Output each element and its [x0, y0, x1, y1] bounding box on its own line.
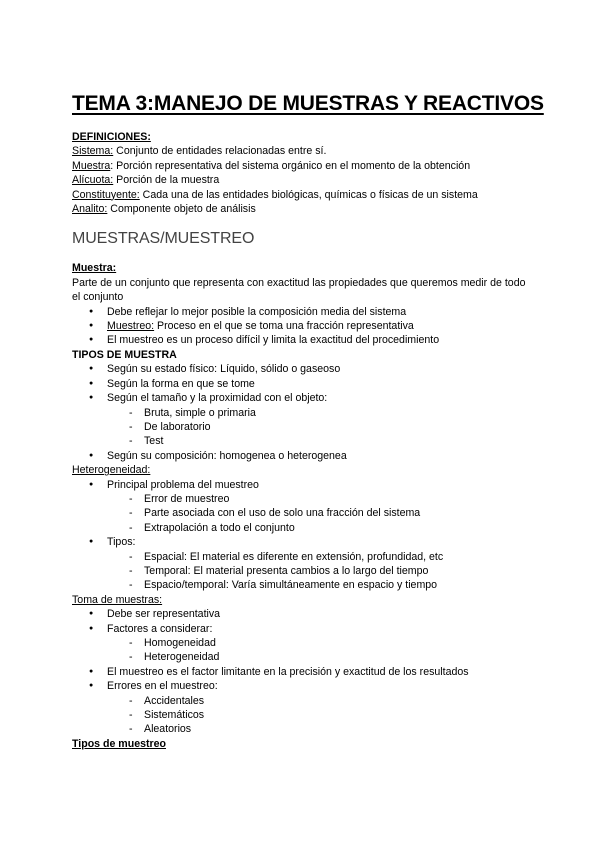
- definition-text: : Porción representativa del sistema orgánico en el momento de la obtención: [110, 159, 471, 172]
- list-item: ● Errores en el muestreo:: [72, 679, 532, 693]
- tipos-muestreo-heading: Tipos de muestreo: [72, 737, 166, 750]
- heterogeneidad-heading: Heterogeneidad:: [72, 464, 151, 477]
- list-item: [72, 319, 532, 333]
- sub-list-item: - Heterogeneidad: [72, 650, 532, 664]
- sub-list-item: - Bruta, simple o primaria: [72, 406, 532, 420]
- tipos-muestra-list: [72, 362, 532, 463]
- tipos-muestra-heading: TIPOS DE MUESTRA: [72, 348, 177, 361]
- list-item: ● El muestreo es un proceso difícil y limita la exactitud del procedimiento: [72, 333, 532, 347]
- definition-item: [72, 173, 532, 187]
- sub-list-item: - Extrapolación a todo el conjunto: [72, 521, 532, 535]
- muestra-list: [72, 305, 532, 348]
- list-item: ● Según su composición: homogenea o heterogenea: [72, 449, 532, 463]
- sub-list-item: - Espacial: El material es diferente en extensión, profundidad, etc: [72, 550, 532, 564]
- definition-item: [72, 144, 532, 158]
- muestreo-text: Proceso en el que se toma una fracción representativa: [154, 320, 414, 333]
- definition-item: [72, 188, 532, 202]
- list-item: ● Debe ser representativa: [72, 607, 532, 621]
- list-item: ● Según su estado físico: Líquido, sólido o gaseoso: [72, 362, 532, 376]
- section-heading: MUESTRAS/MUESTREO: [72, 230, 255, 248]
- sub-list-item: - Homogeneidad: [72, 636, 532, 650]
- muestra-heading: Muestra:: [72, 262, 117, 275]
- sub-list-item: - Error de muestreo: [72, 492, 532, 506]
- definition-term: Muestra: [72, 159, 111, 172]
- list-item: ● Tipos:: [72, 535, 532, 549]
- sub-list-item: - De laboratorio: [72, 420, 532, 434]
- definition-text: Cada una de las entidades biológicas, químicas o físicas de un sistema: [139, 188, 478, 201]
- definition-text: Componente objeto de análisis: [107, 203, 256, 216]
- toma-list: [72, 607, 532, 737]
- definition-item: [72, 159, 532, 173]
- muestra-paragraph: Parte de un conjunto que representa con exactitud las propiedades que queremos medir de todo el conjunto: [72, 276, 526, 304]
- list-item: ● Debe reflejar lo mejor posible la composición media del sistema: [72, 305, 532, 319]
- sub-list-item: - Espacio/temporal: Varía simultáneamente en espacio y tiempo: [72, 578, 532, 592]
- toma-heading: Toma de muestras:: [72, 593, 163, 606]
- list-item: ● Factores a considerar:: [72, 622, 532, 636]
- list-item: ● Principal problema del muestreo: [72, 478, 532, 492]
- muestreo-term: Muestreo:: [107, 320, 155, 333]
- sub-list-item: - Test: [72, 434, 532, 448]
- definition-item: [72, 202, 532, 216]
- definition-term: Analito:: [72, 203, 108, 216]
- list-item: ● Según el tamaño y la proximidad con el objeto:: [72, 391, 532, 405]
- document-content: [72, 92, 544, 751]
- definition-text: Conjunto de entidades relacionadas entre sí.: [113, 145, 327, 158]
- heterogeneidad-list: [72, 478, 532, 593]
- sub-list-item: - Aleatorios: [72, 722, 532, 736]
- sub-list-item: - Accidentales: [72, 694, 532, 708]
- definition-term: Alícuota:: [72, 174, 114, 187]
- definition-text: Porción de la muestra: [113, 174, 220, 187]
- list-item: ● Según la forma en que se tome: [72, 377, 532, 391]
- definition-term: Constituyente:: [72, 188, 140, 201]
- definiciones-heading: DEFINICIONES:: [72, 131, 151, 143]
- sub-list-item: - Parte asociada con el uso de solo una fracción del sistema: [72, 506, 532, 520]
- list-item: ● El muestreo es el factor limitante en la precisión y exactitud de los resultados: [72, 665, 532, 679]
- definition-term: Sistema:: [72, 145, 114, 158]
- sub-list-item: - Sistemáticos: [72, 708, 532, 722]
- sub-list-item: - Temporal: El material presenta cambios a lo largo del tiempo: [72, 564, 532, 578]
- page-title: TEMA 3:MANEJO DE MUESTRAS Y REACTIVOS: [72, 92, 544, 115]
